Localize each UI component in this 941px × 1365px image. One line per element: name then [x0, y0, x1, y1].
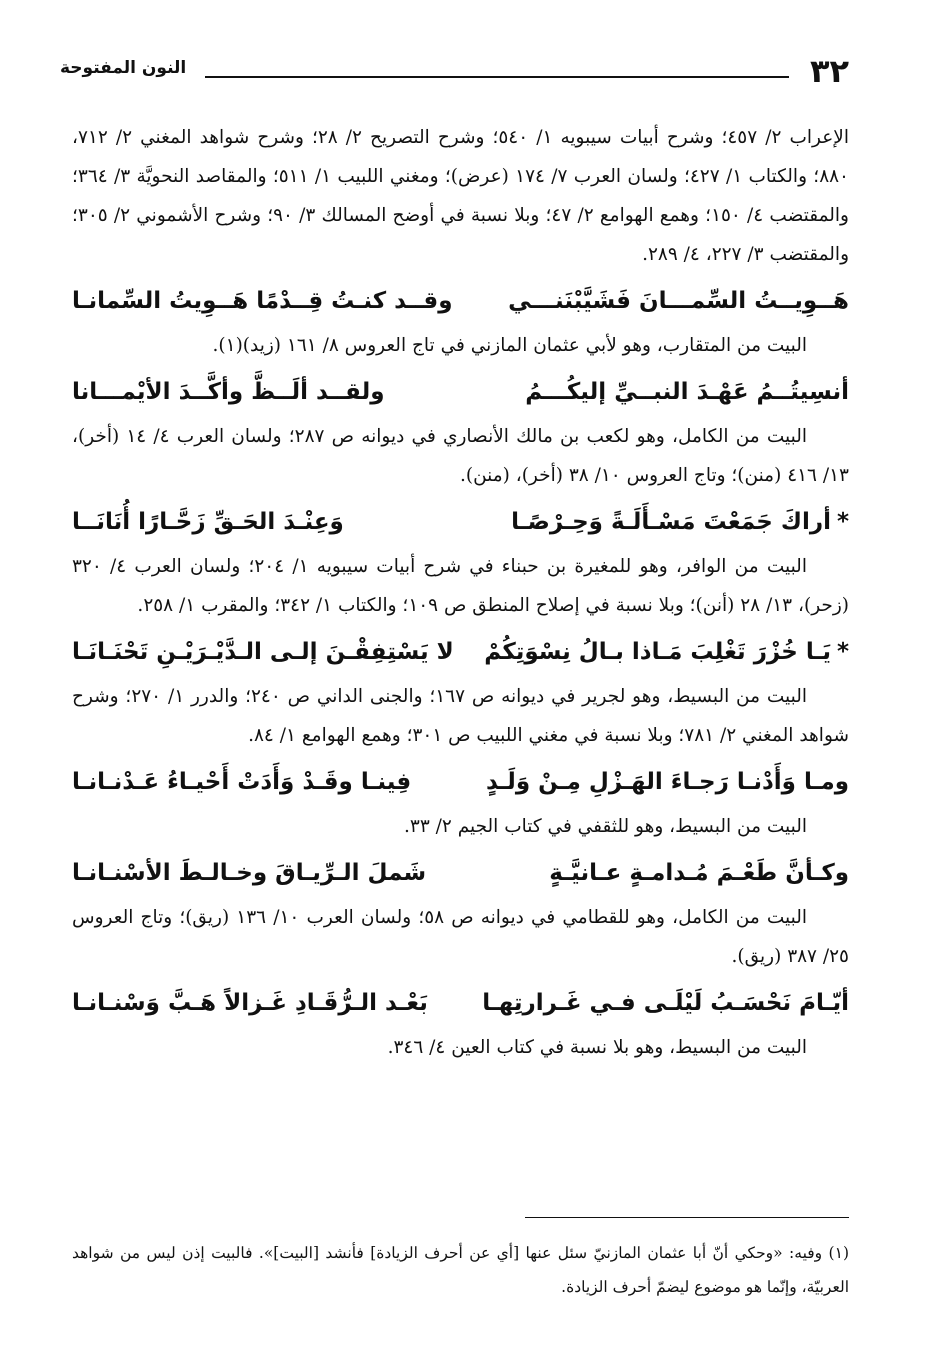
page-body — [72, 118, 849, 1067]
verse-first-text: يَـا خُزْرَ تَغْلِبَ مَـاذا بـالُ نِسْوَتِكُمْ — [484, 639, 831, 665]
verse-first-hemistich — [486, 759, 849, 805]
verse-first-hemistich — [525, 369, 849, 415]
verse-first-text: أنسِيتُــمُ عَهْـدَ النبــيِّ إليكُـــمُ — [525, 379, 849, 405]
verse-line — [72, 759, 849, 805]
verse-second-hemistich: لا يَسْتِفِقْـنَ إلـى الـدَّيْـرَيْـنِ تَحْنَـانَـا — [72, 639, 454, 665]
verse-line — [72, 850, 849, 896]
header-rule — [205, 76, 789, 78]
verse-commentary: البيت من البسيط، وهو للثقفي في كتاب الجيم ٢/ ٣٣. — [404, 816, 807, 837]
footnote-separator — [525, 1217, 849, 1218]
verse-second-hemistich: وَعِنْـدَ الحَـقِّ زَحَّـارًا أُنَانَــا — [72, 509, 344, 535]
verse-line — [72, 278, 849, 324]
verse-commentary: البيت من الكامل، وهو لكعب بن مالك الأنصاري في ديوانه ص ٢٨٧؛ ولسان العرب ٤/ ١٤ (أخر)، ١٣/ ٤١٦ (منن)؛ وتاج العروس ١٠/ ٣٨ (أخر)، (منن). — [72, 426, 849, 486]
verse-second-hemistich: ولقــد ألَــظَّ وأكَّــدَ الأيْمـــانا — [72, 379, 385, 405]
verse-line — [72, 629, 849, 675]
footnote: (١) وفيه: «وحكي أنّ أبا عثمان المازنيّ سئل عنها [أي عن أحرف الزيادة] فأنشد [البيت]». فالبيت إذن ليس من شواهد العربيّة، وإنّما هو موضوع ليضمّ أحرف الزيادة. — [72, 1244, 849, 1296]
verse-second-hemistich: وقــد كنـتُ قِــدْمًا هَــوِيتُ السِّمانـا — [72, 288, 453, 314]
entries-list — [72, 278, 849, 1067]
verse-commentary: البيت من الوافر، وهو للمغيرة بن حبناء في شرح أبيات سيبويه ١/ ٢٠٤؛ ولسان العرب ٤/ ٣٢٠ (زحر)، ١٣/ ٢٨ (أنن)؛ وبلا نسبة في إصلاح المنطق ص ١٠٩؛ والكتاب ١/ ٣٤٢؛ والمقرب ١/ ٢٥٨. — [72, 556, 849, 616]
verse-first-hemistich — [508, 278, 849, 324]
verse-first-text: أيّـامَ نَحْسَـبُ لَيْلَـى فـي غَـرارتِهـا — [482, 990, 849, 1016]
verse-first-text: ومـا وَأَدْنـا رَجـاءَ الهَـزْلِ مِـنْ وَلَـدٍ — [486, 769, 849, 795]
verse-first-hemistich — [511, 499, 849, 545]
verse-first-text: وكـأنَّ طَعْـمَ مُـدامـةٍ عـانيَّـةٍ — [549, 860, 849, 886]
verse-second-hemistich: شَملَ الـرِّيـاقَ وخـالـطَ الأسْنـانـا — [72, 860, 427, 886]
page-header — [60, 52, 849, 92]
verse-commentary: البيت من الكامل، وهو للقطامي في ديوانه ص ٥٨؛ ولسان العرب ١٠/ ١٣٦ (ريق)؛ وتاج العروس ٢٥/ ٣٨٧ (ريق). — [72, 907, 849, 967]
verse-first-text: أراكَ جَمَعْتَ مَسْـأَلَـةً وَحِـرْصًـا — [511, 509, 831, 535]
verse-second-hemistich: بَعْـد الـرُّقَـادِ غَـزالاً هَـبَّ وَسْنـانـا — [72, 990, 428, 1016]
page-number: ٣٢ — [809, 52, 849, 90]
verse-line — [72, 499, 849, 545]
verse-line — [72, 369, 849, 415]
verse-first-hemistich — [549, 850, 849, 896]
verse-commentary: البيت من المتقارب، وهو لأبي عثمان المازني في تاج العروس ٨/ ١٦١ (زيد)(١). — [212, 335, 807, 356]
verse-commentary: البيت من البسيط، وهو بلا نسبة في كتاب العين ٤/ ٣٤٦. — [387, 1037, 807, 1058]
verse-first-hemistich — [484, 629, 849, 675]
verse-commentary: البيت من البسيط، وهو لجرير في ديوانه ص ١٦٧؛ والجنى الداني ص ٢٤٠؛ والدرر ١/ ٢٧٠؛ وشرح شواهد المغني ٢/ ٧٨١؛ وبلا نسبة في مغني اللبيب ص ٣٠١؛ وهمع الهوامع ١/ ٨٤. — [72, 686, 849, 746]
verse-second-hemistich: فِينـا وقَـدْ وَأَدَتْ أَحْيـاءُ عَـدْنـانـا — [72, 769, 412, 795]
running-title: النون المفتوحة — [60, 58, 187, 78]
intro-paragraph: الإعراب ٢/ ٤٥٧؛ وشرح أبيات سيبويه ١/ ٥٤٠؛ وشرح التصريح ٢/ ٢٨؛ وشرح شواهد المغني ٢/ ٧١٢، ٨٨٠؛ والكتاب ١/ ٤٢٧؛ ولسان العرب ٧/ ١٧٤ (عرض)؛ ومغني اللبيب ١/ ٥١١؛ والمقاصد النحويَّة ٣/ ٣٦٤؛ والمقتضب ٤/ ١٥٠؛ وهمع الهوامع ٢/ ٤٧؛ وبلا نسبة في أوضح المسالك ٣/ ٩٠؛ وشرح الأشموني ٢/ ٣٠٥؛ والمقتضب ٣/ ٢٢٧، ٤/ ٢٨٩. — [72, 127, 849, 265]
verse-line — [72, 980, 849, 1026]
verse-first-hemistich — [482, 980, 849, 1026]
verse-first-text: هَــوِيــتُ السِّمـــانَ فَشَيَّبْنَنـــي — [508, 288, 849, 314]
star-marker: * — [836, 639, 849, 665]
star-marker: * — [836, 509, 849, 535]
